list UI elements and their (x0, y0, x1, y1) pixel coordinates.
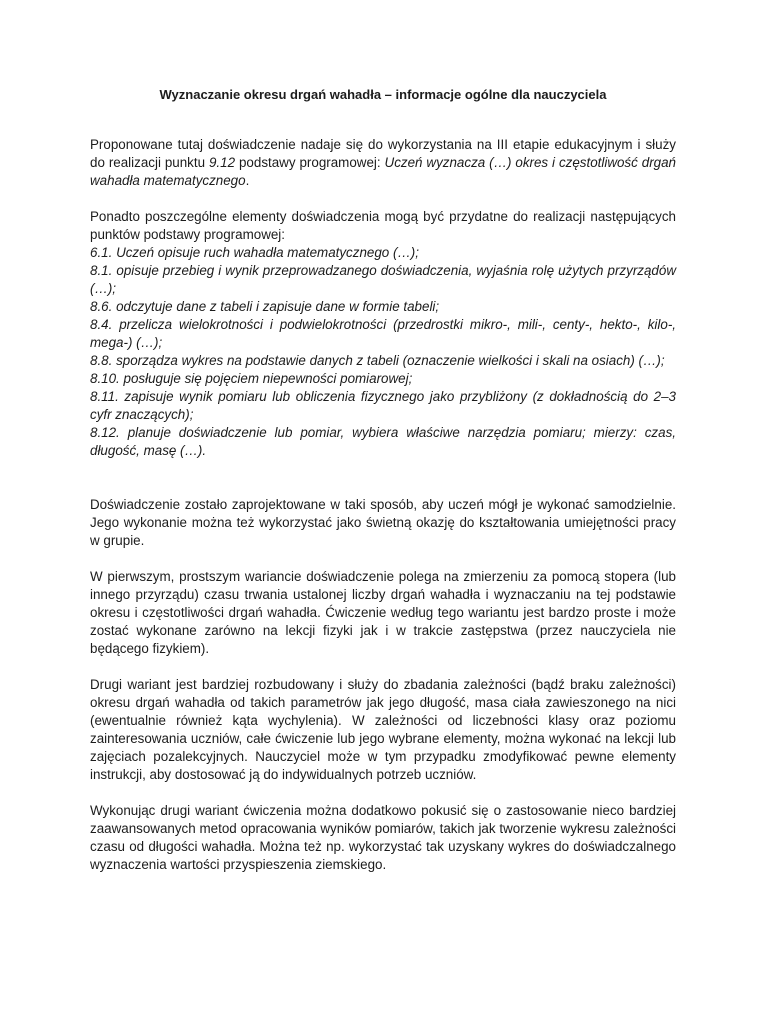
curriculum-item (90, 262, 676, 298)
curriculum-item (90, 388, 676, 424)
intro-text-before: Proponowane tutaj doświadczenie nadaje się do wykorzystania na III etapie edukacyjnym i służy do realizacji punktu (90, 137, 676, 170)
curriculum-item-number: 8.10. (90, 371, 120, 386)
curriculum-item-number: 8.11. (90, 389, 119, 404)
curriculum-item-number: 8.8. (90, 353, 113, 368)
curriculum-item-text: opisuje przebieg i wynik przeprowadzanego doświadczenia, wyjaśnia rolę użytych przyrządów (…); (90, 263, 676, 296)
curriculum-item (90, 298, 676, 316)
curriculum-item-text: odczytuje dane z tabeli i zapisuje dane w formie tabeli; (112, 299, 440, 314)
curriculum-lead: Ponadto poszczególne elementy doświadczenia mogą być przydatne do realizacji następujących punktów podstawy programowej: (90, 209, 676, 242)
curriculum-item (90, 370, 676, 388)
curriculum-item-text: sporządza wykres na podstawie danych z tabeli (oznaczenie wielkości i skali na osiach) (…); (112, 353, 665, 368)
intro-text-end: . (245, 173, 250, 188)
curriculum-item (90, 244, 676, 262)
intro-text-middle: podstawy programowej: (235, 155, 385, 170)
curriculum-item (90, 424, 676, 460)
document-page (90, 86, 676, 892)
intro-point-ref: 9.12 (208, 155, 236, 170)
curriculum-item-text: Uczeń opisuje ruch wahadła matematycznego (…); (112, 245, 419, 260)
body-paragraph-advanced: Wykonując drugi wariant ćwiczenia można dodatkowo pokusić się o zastosowanie nieco bardziej zaawansowanych metod opracowania wyników pomiarów, takich jak tworzenie wykresu zależności czasu od długości wahadła. Można też np. wykorzystać tak uzyskany wykres do doświadczalnego wyznaczenia wartości przyspieszenia ziemskiego. (90, 803, 676, 872)
body-paragraph-variant-one: W pierwszym, prostszym wariancie doświadczenie polega na zmierzeniu za pomocą stopera (lub innego przyrządu) czasu trwania ustalonej liczby drgań wahadła i wyznaczaniu na tej podstawie okresu i częstotliwości drgań wahadła. Ćwiczenie według tego wariantu jest bardzo proste i może zostać wykonane zarówno na lekcji fizyki jak i w trakcie zastępstwa (przez nauczyciela nie będącego fizykiem). (90, 569, 676, 656)
curriculum-item-number: 8.6. (90, 299, 113, 314)
document-title: Wyznaczanie okresu drgań wahadła – informacje ogólne dla nauczyciela (159, 87, 607, 102)
body-paragraph-variant-two: Drugi wariant jest bardziej rozbudowany i służy do zbadania zależności (bądź braku zależności) okresu drgań wahadła od takich parametrów jak jego długość, masa ciała zawieszonego na nici (ewentualnie również kąta wychylenia). W zależności od liczebności klasy oraz poziomu zainteresowania uczniów, całe ćwiczenie lub jego wybrane elementy, można wykonać na lekcji lub zajęciach pozalekcyjnych. Nauczyciel może w tym przypadku zmodyfikować pewne elementy instrukcji, aby dostosować ją do indywidualnych potrzeb uczniów. (90, 677, 676, 782)
curriculum-item-number: 8.4. (90, 317, 113, 332)
curriculum-list (90, 244, 676, 460)
body-paragraph-design: Doświadczenie zostało zaprojektowane w taki sposób, aby uczeń mógł je wykonać samodzielnie. Jego wykonanie można też wykorzystać jako świetną okazję do kształtowania umiejętności pracy w grupie. (90, 497, 676, 548)
curriculum-item (90, 352, 676, 370)
curriculum-item-text: przelicza wielokrotności i podwielokrotności (przedrostki mikro-, mili-, centy-, hekto-, kilo-, mega-) (…); (90, 317, 676, 350)
curriculum-item-number: 6.1. (90, 245, 113, 260)
curriculum-item-text: planuje doświadczenie lub pomiar, wybiera właściwe narzędzia pomiaru; mierzy: czas, długość, masę (…). (90, 425, 676, 458)
curriculum-item-text: zapisuje wynik pomiaru lub obliczenia fizycznego jako przybliżony (z dokładnością do 2–3 cyfr znaczących); (90, 389, 676, 422)
intro-paragraph (90, 136, 676, 190)
curriculum-item-number: 8.1. (90, 263, 113, 278)
intro-quote: Uczeń wyznacza (…) okres i częstotliwość drgań wahadła matematycznego (90, 155, 676, 188)
curriculum-item-text: posługuje się pojęciem niepewności pomiarowej; (119, 371, 413, 386)
curriculum-item (90, 316, 676, 352)
curriculum-item-number: 8.12. (90, 425, 120, 440)
